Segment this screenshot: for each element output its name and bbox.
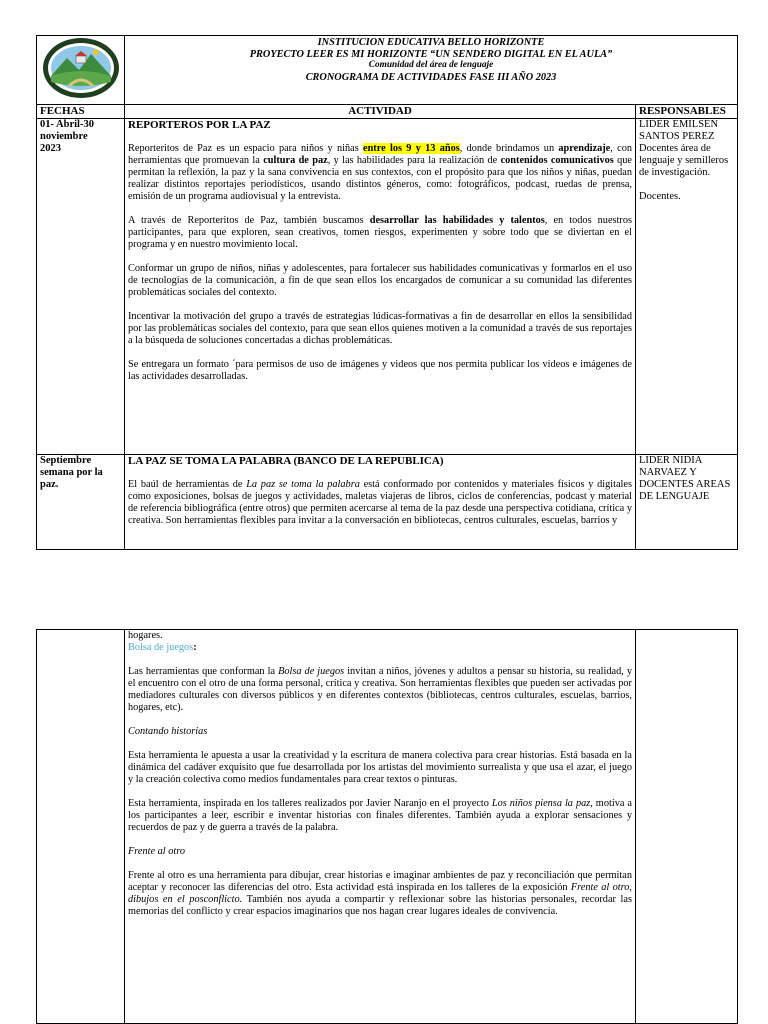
activity-title: LA PAZ SE TOMA LA PALABRA (BANCO DE LA REPUBLICA) <box>128 455 444 467</box>
activity-paragraph: A través de Reporteritos de Paz, también buscamos desarrollar las habilidades y talentos, en todos nuestros participantes, para que exploren, sean creativos, tomen riesgos, experimenten y sobre todo que se diviertan en el programa y en nuestro movimiento local. <box>128 215 632 250</box>
activity-paragraph: Frente al otro es una herramienta para dibujar, crear historias e imaginar ambientes de paz y reconciliación que permitan aceptar y reconocer las diferencias del otro. Esta actividad está inspirada en los talleres de la exposición Frente al otro, dibujos en el posconflicto. También nos ayuda a compartir y reflexionar sobre las historias personales, recordar las memorias del conflicto y crear espacios imaginarios que nos hagan crear lugares ideales de convivencia. <box>128 870 632 917</box>
activity-title: REPORTEROS POR LA PAZ <box>128 119 271 131</box>
schedule-table <box>36 35 738 550</box>
continuation-text: hogares. <box>128 630 163 641</box>
logo-cell <box>37 36 125 105</box>
column-header-actividad: ACTIVIDAD <box>125 105 636 119</box>
section-title-bolsa: Bolsa de juegos: <box>128 642 197 653</box>
activity-paragraph: Esta herramienta le apuesta a usar la creatividad y la escritura de manera colectiva para crear historias. Está basada en la dinámica del cadáver exquisito que fue desarrollada por los artistas del movimiento surrealista y que usa el azar, el juego y la creación colectiva como medios fundamentales para crear textos o pinturas. <box>128 750 632 785</box>
row2-activity <box>125 455 636 550</box>
section-title-contando: Contando historias <box>128 726 208 737</box>
schedule-title: CRONOGRAMA DE ACTIVIDADES FASE III AÑO 2023 <box>305 71 557 83</box>
activity-paragraph: Reporteritos de Paz es un espacio para niños y niñas entre los 9 y 13 años, donde brindamos un aprendizaje, con herramientas que promuevan la cultura de paz, y las habilidades para la realización de contenidos comunicativos que permitan la reflexión, la paz y la sana convivencia en sus contextos, con el propósito para que los niños y niñas, puedan realizar distintos reportajes periodísticos, usando distintos géneros, como: fotográficos, podcast, ruedas de prensa, emisión de un programa audiovisual y la entrevista. <box>128 143 632 202</box>
project-name: PROYECTO LEER ES MI HORIZONTE “UN SENDERO DIGITAL EN EL AULA” <box>249 48 613 60</box>
continued-responsables-cell <box>636 630 738 1024</box>
row1-date: 01- Abril-30 noviembre 2023 <box>37 119 125 455</box>
continued-date-cell <box>37 630 125 1024</box>
row1-activity <box>125 119 636 455</box>
community-name: Comunidad del área de lenguaje <box>368 60 494 70</box>
row1-responsables: LIDER EMILSEN SANTOS PEREZ Docentes área de lenguaje y semilleros de investigación. Docentes. <box>636 119 738 455</box>
activity-paragraph: Incentivar la motivación del grupo a través de estrategias lúdicas-formativas a fin de desarrollar en ellos la sensibilidad por las problemáticas sociales del contexto, para que sean ellos quienes motiven a la comunidad a través de sus reportajes a la búsqueda de soluciones concertadas a dichas problemáticas. <box>128 311 632 346</box>
row2-date: Septiembre semana por la paz. <box>37 455 125 550</box>
institution-name: INSTITUCION EDUCATIVA BELLO HORIZONTE <box>317 37 545 48</box>
row2-responsables: LIDER NIDIA NARVAEZ Y DOCENTES AREAS DE LENGUAJE <box>636 455 738 550</box>
column-header-responsables: RESPONSABLES <box>636 105 738 119</box>
activity-paragraph: Se entregara un formato ´para permisos de uso de imágenes y videos que nos permita publicar los videos e imágenes de las actividades desarrolladas. <box>128 359 632 382</box>
activity-paragraph: Esta herramienta, inspirada en los talleres realizados por Javier Naranjo en el proyecto Los niños piensa la paz, motiva a los participantes a leer, escribir e inventar historias con finales diferentes. También ayuda a explorar sensaciones y recuerdos de paz y de guerra a través de la palabra. <box>128 798 632 833</box>
document-header <box>125 36 738 105</box>
school-logo <box>39 36 123 100</box>
activity-paragraph: Conformar un grupo de niños, niñas y adolescentes, para fortalecer sus habilidades comunicativas y formarlos en el uso de tecnologías de la comunicación, a fin de que sean ellos los encargados de comunicar a su comunidad las diferentes problemáticas sociales del contexto. <box>128 263 632 298</box>
section-title-frente: Frente al otro <box>128 846 186 857</box>
schedule-table-continued <box>36 629 738 1024</box>
column-header-fechas: FECHAS <box>37 105 125 119</box>
activity-paragraph: Las herramientas que conforman la Bolsa de juegos invitan a niños, jóvenes y adultos a pensar su historia, su realidad, y el encuentro con el otro de una forma personal, crítica y creativa. Son herramientas flexibles que pueden ser activadas por mediadores culturales con diversos públicos y en diferentes contextos (bibliotecas, centros culturales, escuelas, barrios, hogares, etc). <box>128 666 632 713</box>
continued-activity <box>125 630 636 1024</box>
activity-paragraph: El baúl de herramientas de La paz se toma la palabra está conformado por contenidos y materiales físicos y digitales como exposiciones, bolsas de juegos y actividades, maletas viajeras de libros, ciclos de conferencias, podcast y material de referencia bibliográfica (entre otros) que permiten acercarse al tema de la paz desde una perspectiva cotidiana, crítica y creativa. Son herramientas flexibles para invitar a la conversación en bibliotecas, centros culturales, escuelas, barrios y <box>128 479 632 526</box>
